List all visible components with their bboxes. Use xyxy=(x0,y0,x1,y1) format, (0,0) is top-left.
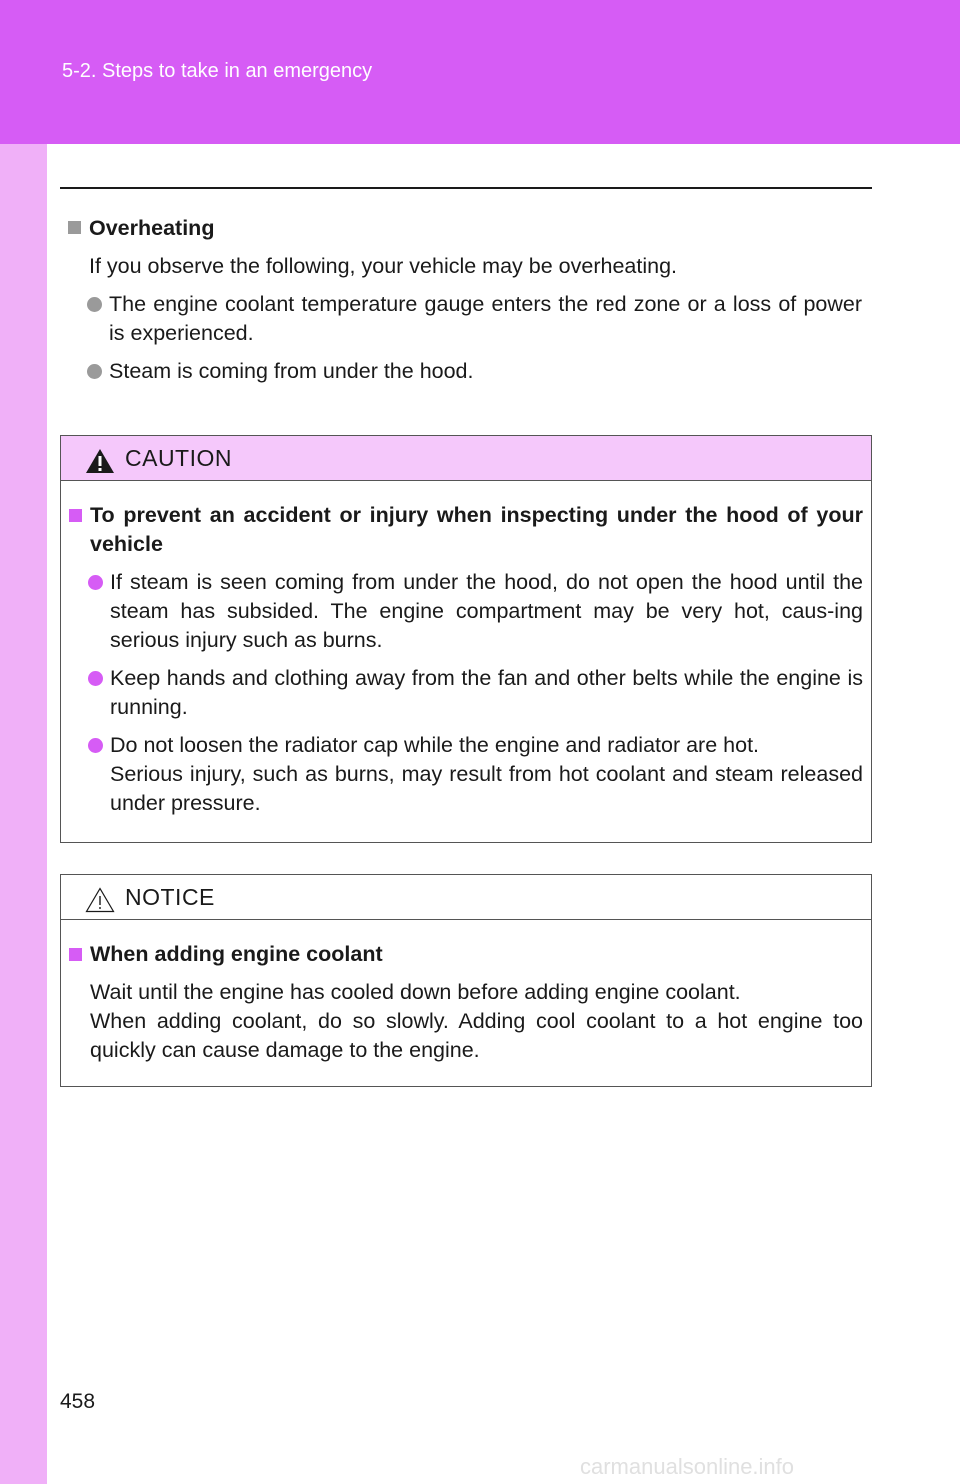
caution-continuation: Serious injury, such as burns, may result from hot coolant and steam released under pressure. xyxy=(110,762,863,815)
list-item: Steam is coming from under the hood. xyxy=(68,357,862,386)
section-header: 5-2. Steps to take in an emergency xyxy=(62,60,373,82)
notice-triangle-icon xyxy=(85,887,115,913)
notice-line-2: When adding coolant, do so slowly. Adding cool coolant to a hot engine too quickly can cause damage to the engine. xyxy=(90,1009,863,1062)
caution-title: To prevent an accident or injury when inspecting under the hood of your vehicle xyxy=(69,501,863,559)
notice-title: When adding engine coolant xyxy=(69,940,863,969)
side-band xyxy=(0,0,47,1484)
caution-box xyxy=(60,435,872,843)
warning-triangle-icon xyxy=(85,448,115,474)
notice-line-1: Wait until the engine has cooled down before adding engine coolant. xyxy=(90,980,741,1004)
notice-box xyxy=(60,874,872,1087)
notice-header xyxy=(61,875,871,920)
notice-label: NOTICE xyxy=(125,884,215,910)
bullet-dot-icon xyxy=(88,738,103,753)
overheating-intro: If you observe the following, your vehicle may be overheating. xyxy=(89,254,677,278)
overheating-title: Overheating xyxy=(68,214,862,243)
list-item: If steam is seen coming from under the hood, do not open the hood until the steam has subsided. The engine compartment may be very hot, caus-ing serious injury such as burns. xyxy=(69,568,863,655)
caution-label: CAUTION xyxy=(125,445,232,471)
list-item: Do not loosen the radiator cap while the engine and radiator are hot. xyxy=(69,731,863,760)
bullet-dot-icon xyxy=(88,575,103,590)
square-bullet-icon xyxy=(68,221,81,234)
list-item: Keep hands and clothing away from the fan and other belts while the engine is running. xyxy=(69,664,863,722)
bullet-dot-icon xyxy=(87,297,102,312)
caution-body xyxy=(61,481,871,818)
overheating-section xyxy=(68,214,862,386)
watermark: carmanualsonline.info xyxy=(580,1454,795,1479)
bullet-dot-icon xyxy=(87,364,102,379)
page-number: 458 xyxy=(60,1390,96,1413)
notice-body xyxy=(61,920,871,1065)
caution-header xyxy=(61,436,871,481)
square-bullet-icon xyxy=(69,509,82,522)
list-item: The engine coolant temperature gauge enters the red zone or a loss of power is experienced. xyxy=(68,290,862,348)
bullet-dot-icon xyxy=(88,671,103,686)
square-bullet-icon xyxy=(69,948,82,961)
section-divider xyxy=(60,187,872,189)
